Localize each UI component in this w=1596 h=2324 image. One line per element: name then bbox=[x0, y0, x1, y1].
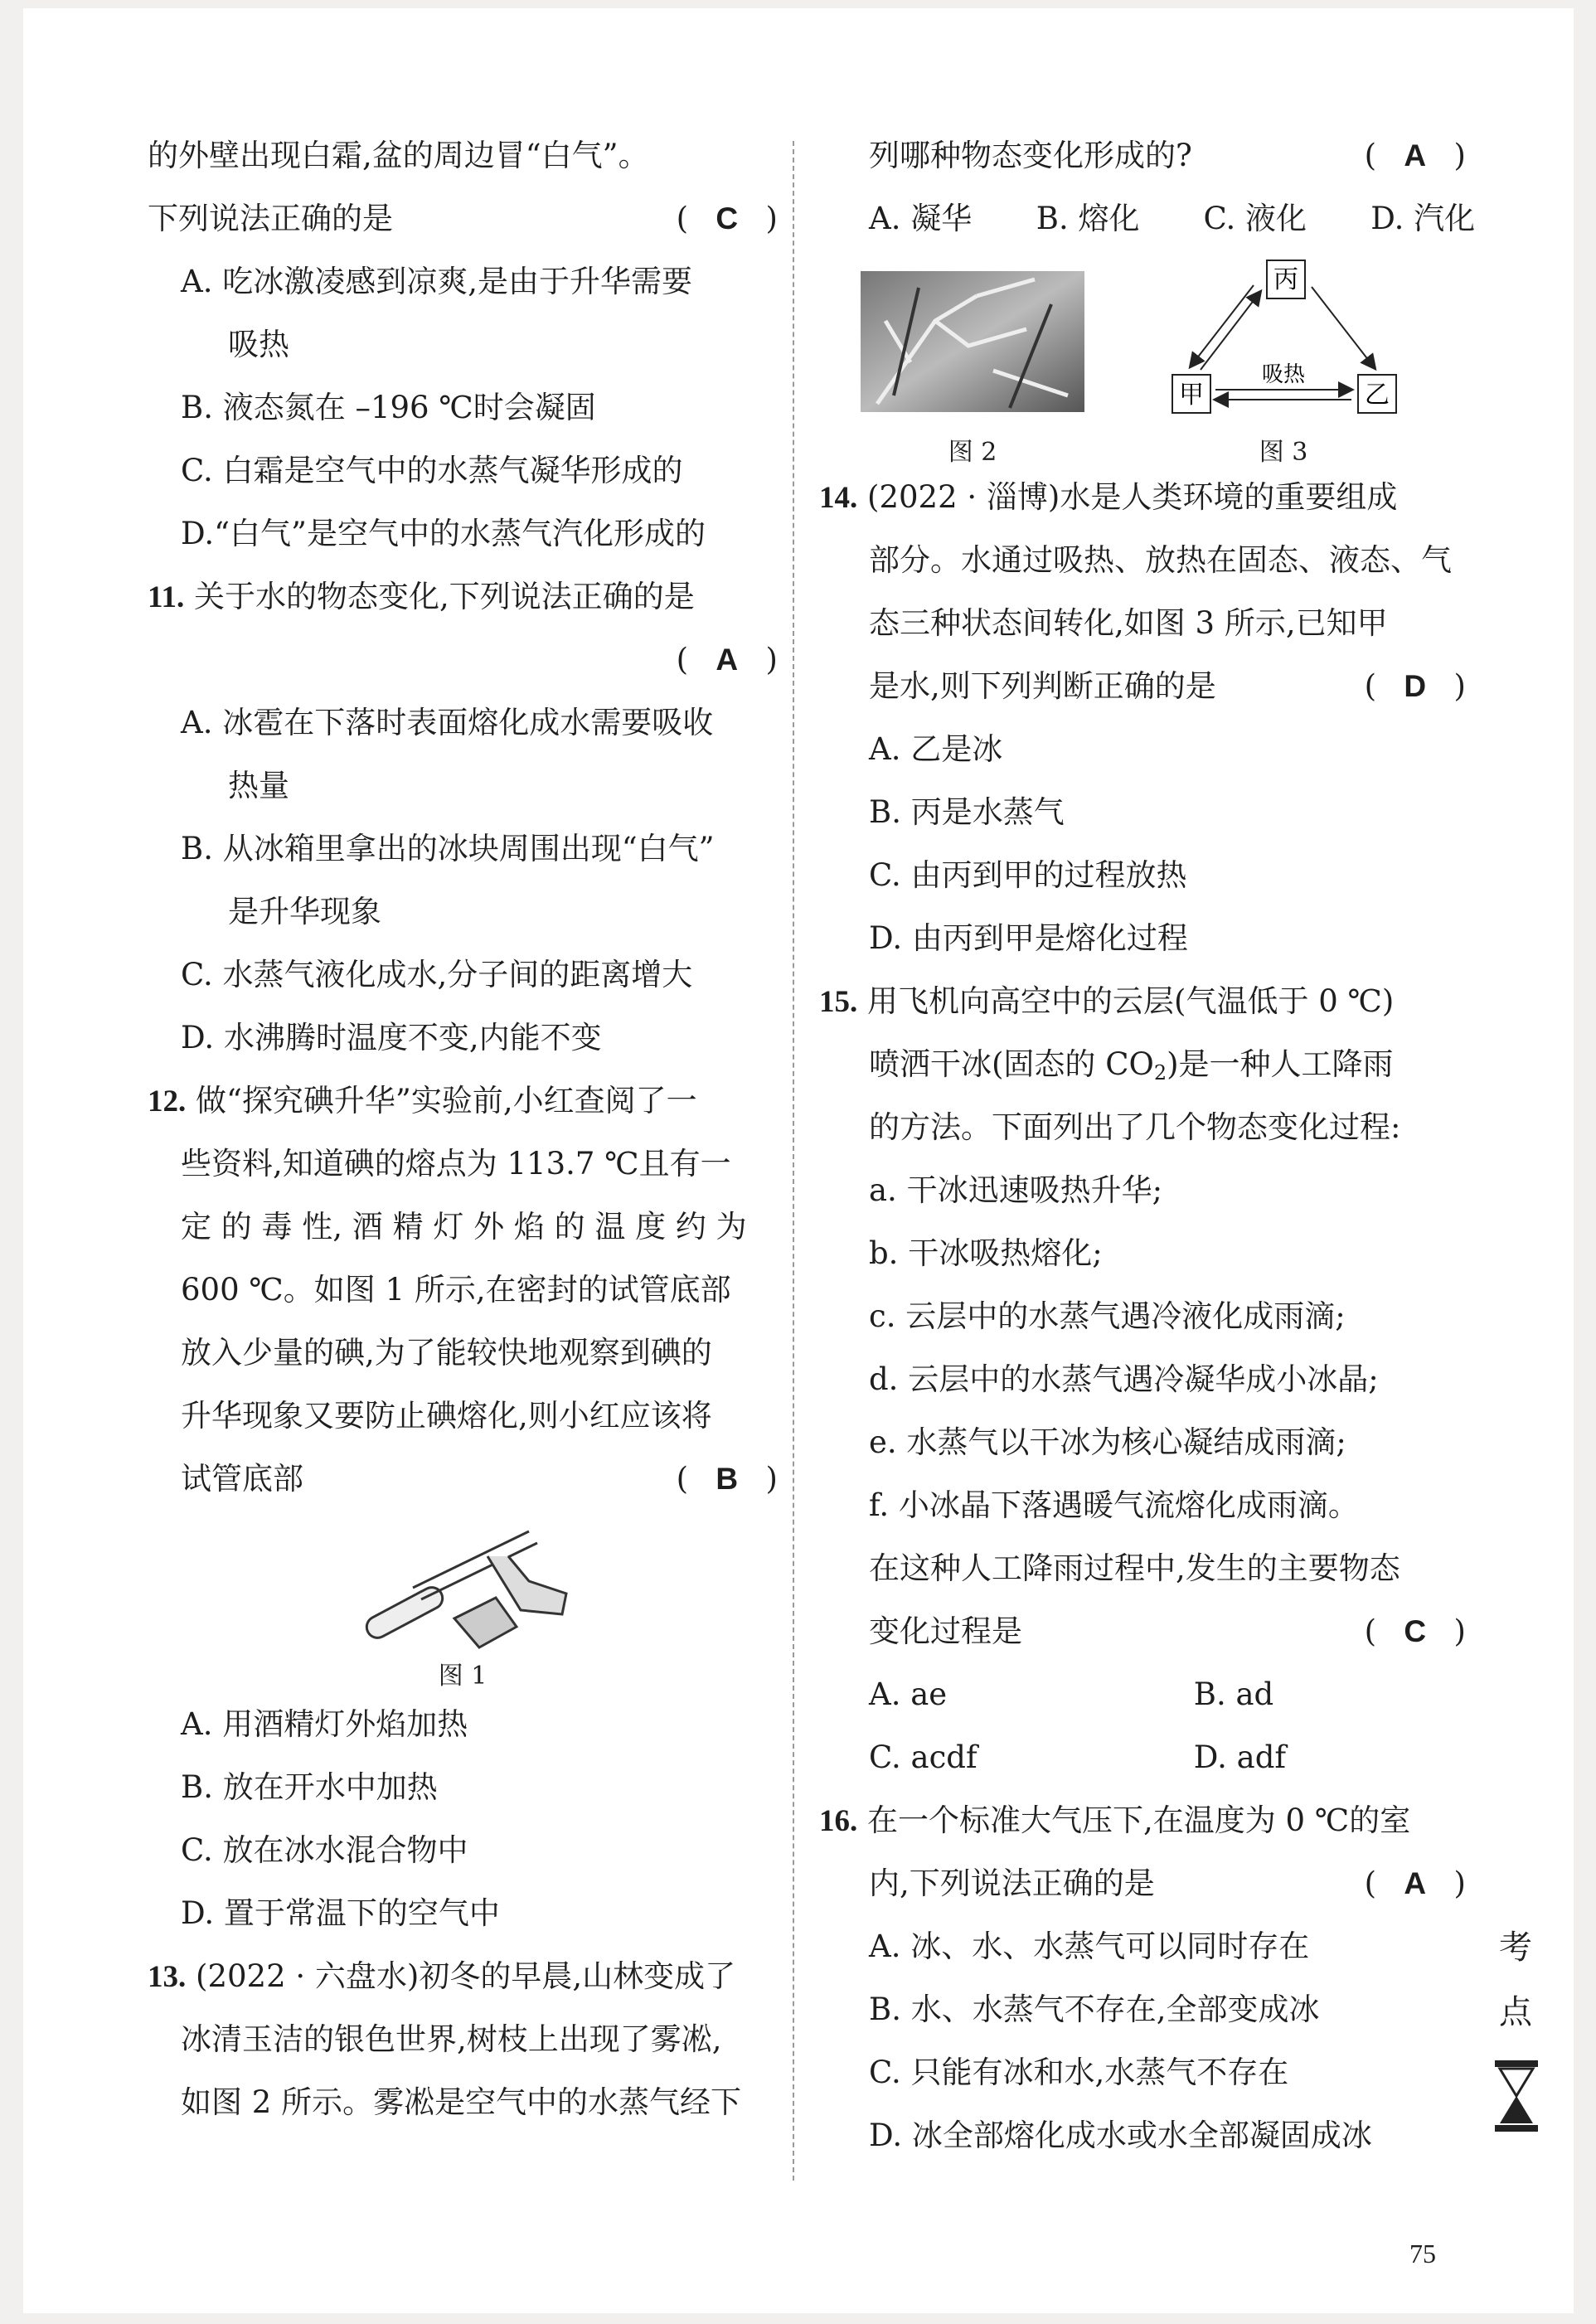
q11-option-a: A. 冰雹在下落时表面熔化成水需要吸收 bbox=[181, 705, 714, 740]
q15-process-f: f. 小冰晶下落遇暖气流熔化成雨滴。 bbox=[869, 1487, 1359, 1523]
q10-option-d: D.“白气”是空气中的水蒸气汽化形成的 bbox=[181, 516, 706, 551]
q14-answer: ( D ) bbox=[1364, 668, 1466, 704]
q12-number: 12. bbox=[148, 1084, 187, 1118]
q15-stem-line-1: 15. 用飞机向高空中的云层(气温低于 0 ℃) bbox=[819, 983, 1395, 1019]
q11-option-b-cont: 是升华现象 bbox=[228, 894, 381, 929]
q15-option-a: A. ae bbox=[869, 1676, 948, 1712]
q15-option-c: C. acdf bbox=[869, 1739, 977, 1775]
q15-option-d: D. adf bbox=[1193, 1739, 1287, 1775]
q12-option-d: D. 置于常温下的空气中 bbox=[181, 1895, 500, 1931]
q14-stem-line-1: 14. (2022 · 淄博)水是人类环境的重要组成 bbox=[819, 479, 1398, 515]
q15-options-cd bbox=[819, 1726, 1466, 1789]
q12-option-a: A. 用酒精灯外焰加热 bbox=[181, 1706, 468, 1742]
q12-stem-line-6: 升华现象又要防止碘熔化,则小红应该将 bbox=[181, 1398, 712, 1434]
figures-2-3 bbox=[819, 250, 1466, 466]
q15-process-c: c. 云层中的水蒸气遇冷液化成雨滴; bbox=[869, 1298, 1346, 1334]
q15-process-e: e. 水蒸气以干冰为核心凝结成雨滴; bbox=[869, 1424, 1346, 1460]
q16-option-c: C. 只能有冰和水,水蒸气不存在 bbox=[869, 2055, 1289, 2090]
q16-number: 16. bbox=[819, 1804, 858, 1838]
q11-answer-line bbox=[148, 628, 778, 691]
q16-option-d: D. 冰全部熔化成水或水全部凝固成冰 bbox=[869, 2118, 1372, 2153]
q11-option-c: C. 水蒸气液化成水,分子间的距离增大 bbox=[181, 957, 693, 992]
q13-option-c: C. 液化 bbox=[1203, 201, 1307, 236]
q15-number: 15. bbox=[819, 985, 858, 1019]
q14-stem-line-2: 部分。水通过吸热、放热在固态、液态、气 bbox=[869, 542, 1452, 578]
q15-stem-line-5: 变化过程是 ( C ) bbox=[819, 1600, 1466, 1663]
q10-answer: ( C ) bbox=[676, 201, 778, 236]
column-divider bbox=[793, 141, 794, 2181]
page-number: 75 bbox=[1409, 2239, 1436, 2268]
q10-stem-line-2: 下列说法正确的是 ( C ) bbox=[148, 187, 778, 250]
q16-answer: ( A ) bbox=[1364, 1866, 1466, 1901]
q14-option-d: D. 由丙到甲是熔化过程 bbox=[869, 920, 1188, 956]
left-column bbox=[148, 124, 778, 2134]
figure-1 bbox=[148, 1511, 778, 1693]
q15-stem-line-2: 喷洒干冰(固态的 CO2)是一种人工降雨 bbox=[869, 1046, 1394, 1084]
q15-process-d: d. 云层中的水蒸气遇冷凝华成小冰晶; bbox=[869, 1361, 1379, 1397]
q13-answer: ( A ) bbox=[1364, 138, 1466, 173]
q10-stem-line-1: 的外壁出现白霜,盆的周边冒“白气”。 bbox=[148, 138, 649, 173]
q13-stem-line-2: 冰清玉洁的银色世界,树枝上出现了雾凇, bbox=[181, 2021, 722, 2057]
q13-option-d: D. 汽化 bbox=[1370, 201, 1476, 236]
figure-3-caption: 图 3 bbox=[1259, 438, 1308, 467]
side-tab-kaodian bbox=[1487, 1915, 1545, 2045]
figure-2-caption: 图 2 bbox=[948, 438, 997, 467]
q10-option-a-cont: 吸热 bbox=[228, 327, 289, 362]
q12-stem-line-3: 定 的 毒 性, 酒 精 灯 外 焰 的 温 度 约 为 bbox=[181, 1209, 747, 1244]
q13-stem-line-3: 如图 2 所示。雾凇是空气中的水蒸气经下 bbox=[181, 2084, 742, 2120]
q16-stem-line-2: 内,下列说法正确的是 ( A ) bbox=[819, 1852, 1466, 1915]
hourglass-icon bbox=[1495, 2060, 1538, 2132]
q12-stem-line-4: 600 ℃。如图 1 所示,在密封的试管底部 bbox=[181, 1272, 731, 1308]
q13-stem-cont: 列哪种物态变化形成的? ( A ) bbox=[819, 124, 1466, 187]
q12-option-c: C. 放在冰水混合物中 bbox=[181, 1832, 468, 1868]
arrow-label: 吸热 bbox=[1261, 362, 1306, 387]
q11-answer: ( A ) bbox=[676, 642, 778, 677]
q11-option-a-cont: 热量 bbox=[228, 768, 289, 803]
q11-number: 11. bbox=[148, 580, 185, 614]
q12-answer: ( B ) bbox=[676, 1461, 778, 1497]
q12-stem-line-1: 12. 做“探究碘升华”实验前,小红查阅了一 bbox=[148, 1083, 697, 1118]
q10-option-c: C. 白霜是空气中的水蒸气凝华形成的 bbox=[181, 453, 683, 488]
q16-option-a: A. 冰、水、水蒸气可以同时存在 bbox=[869, 1929, 1310, 1964]
figure-3-state-diagram bbox=[1167, 259, 1408, 425]
figure-1-caption: 图 1 bbox=[438, 1662, 488, 1691]
q16-stem-line-1: 16. 在一个标准大气压下,在温度为 0 ℃的室 bbox=[819, 1802, 1411, 1838]
node-jia: 甲 bbox=[1179, 381, 1204, 410]
q13-option-b: B. 熔化 bbox=[1036, 201, 1140, 236]
q12-option-b: B. 放在开水中加热 bbox=[181, 1769, 438, 1805]
q16-option-b: B. 水、水蒸气不存在,全部变成冰 bbox=[869, 1992, 1320, 2027]
side-tab-char-2: 点 bbox=[1499, 1993, 1532, 2031]
q13-stem-line-1: 13. (2022 · 六盘水)初冬的早晨,山林变成了 bbox=[148, 1958, 736, 1994]
q15-process-a: a. 干冰迅速吸热升华; bbox=[869, 1172, 1163, 1208]
figure-2-rime-photo bbox=[861, 271, 1084, 412]
q14-option-c: C. 由丙到甲的过程放热 bbox=[869, 857, 1187, 893]
q11-option-b: B. 从冰箱里拿出的冰块周围出现“白气” bbox=[181, 831, 715, 866]
q15-options-ab bbox=[819, 1663, 1466, 1726]
q13-options bbox=[819, 187, 1476, 250]
q12-stem-line-7: 试管底部 ( B ) bbox=[148, 1448, 778, 1511]
q15-process-b: b. 干冰吸热熔化; bbox=[869, 1235, 1103, 1271]
q10-option-b: B. 液态氮在 –196 ℃时会凝固 bbox=[181, 390, 596, 425]
q15-option-b: B. ad bbox=[1193, 1676, 1274, 1712]
side-tab-char-1: 考 bbox=[1499, 1929, 1532, 1967]
q12-stem-line-2: 些资料,知道碘的熔点为 113.7 ℃且有一 bbox=[181, 1146, 731, 1181]
q11-option-d: D. 水沸腾时温度不变,内能不变 bbox=[181, 1020, 602, 1055]
q15-stem-line-3: 的方法。下面列出了几个物态变化过程: bbox=[869, 1109, 1401, 1145]
q13-option-a: A. 凝华 bbox=[869, 201, 973, 236]
q12-stem-line-5: 放入少量的碘,为了能较快地观察到碘的 bbox=[181, 1335, 712, 1371]
q14-option-b: B. 丙是水蒸气 bbox=[869, 794, 1065, 830]
q11-stem: 11. 关于水的物态变化,下列说法正确的是 bbox=[148, 579, 695, 614]
q14-number: 14. bbox=[819, 481, 858, 515]
q15-answer: ( C ) bbox=[1364, 1613, 1466, 1649]
q14-stem-line-4: 是水,则下列判断正确的是 ( D ) bbox=[819, 655, 1466, 718]
q10-option-a: A. 吃冰激凌感到凉爽,是由于升华需要 bbox=[181, 264, 693, 299]
q14-option-a: A. 乙是冰 bbox=[869, 731, 1003, 767]
node-yi: 乙 bbox=[1365, 381, 1390, 410]
right-column bbox=[819, 124, 1476, 2167]
q15-stem-line-4: 在这种人工降雨过程中,发生的主要物态 bbox=[869, 1550, 1400, 1586]
q14-stem-line-3: 态三种状态间转化,如图 3 所示,已知甲 bbox=[869, 605, 1388, 641]
workbook-page bbox=[23, 8, 1574, 2313]
test-tube-illustration bbox=[148, 1511, 778, 1652]
q13-number: 13. bbox=[148, 1960, 187, 1994]
node-bing: 丙 bbox=[1273, 265, 1298, 294]
